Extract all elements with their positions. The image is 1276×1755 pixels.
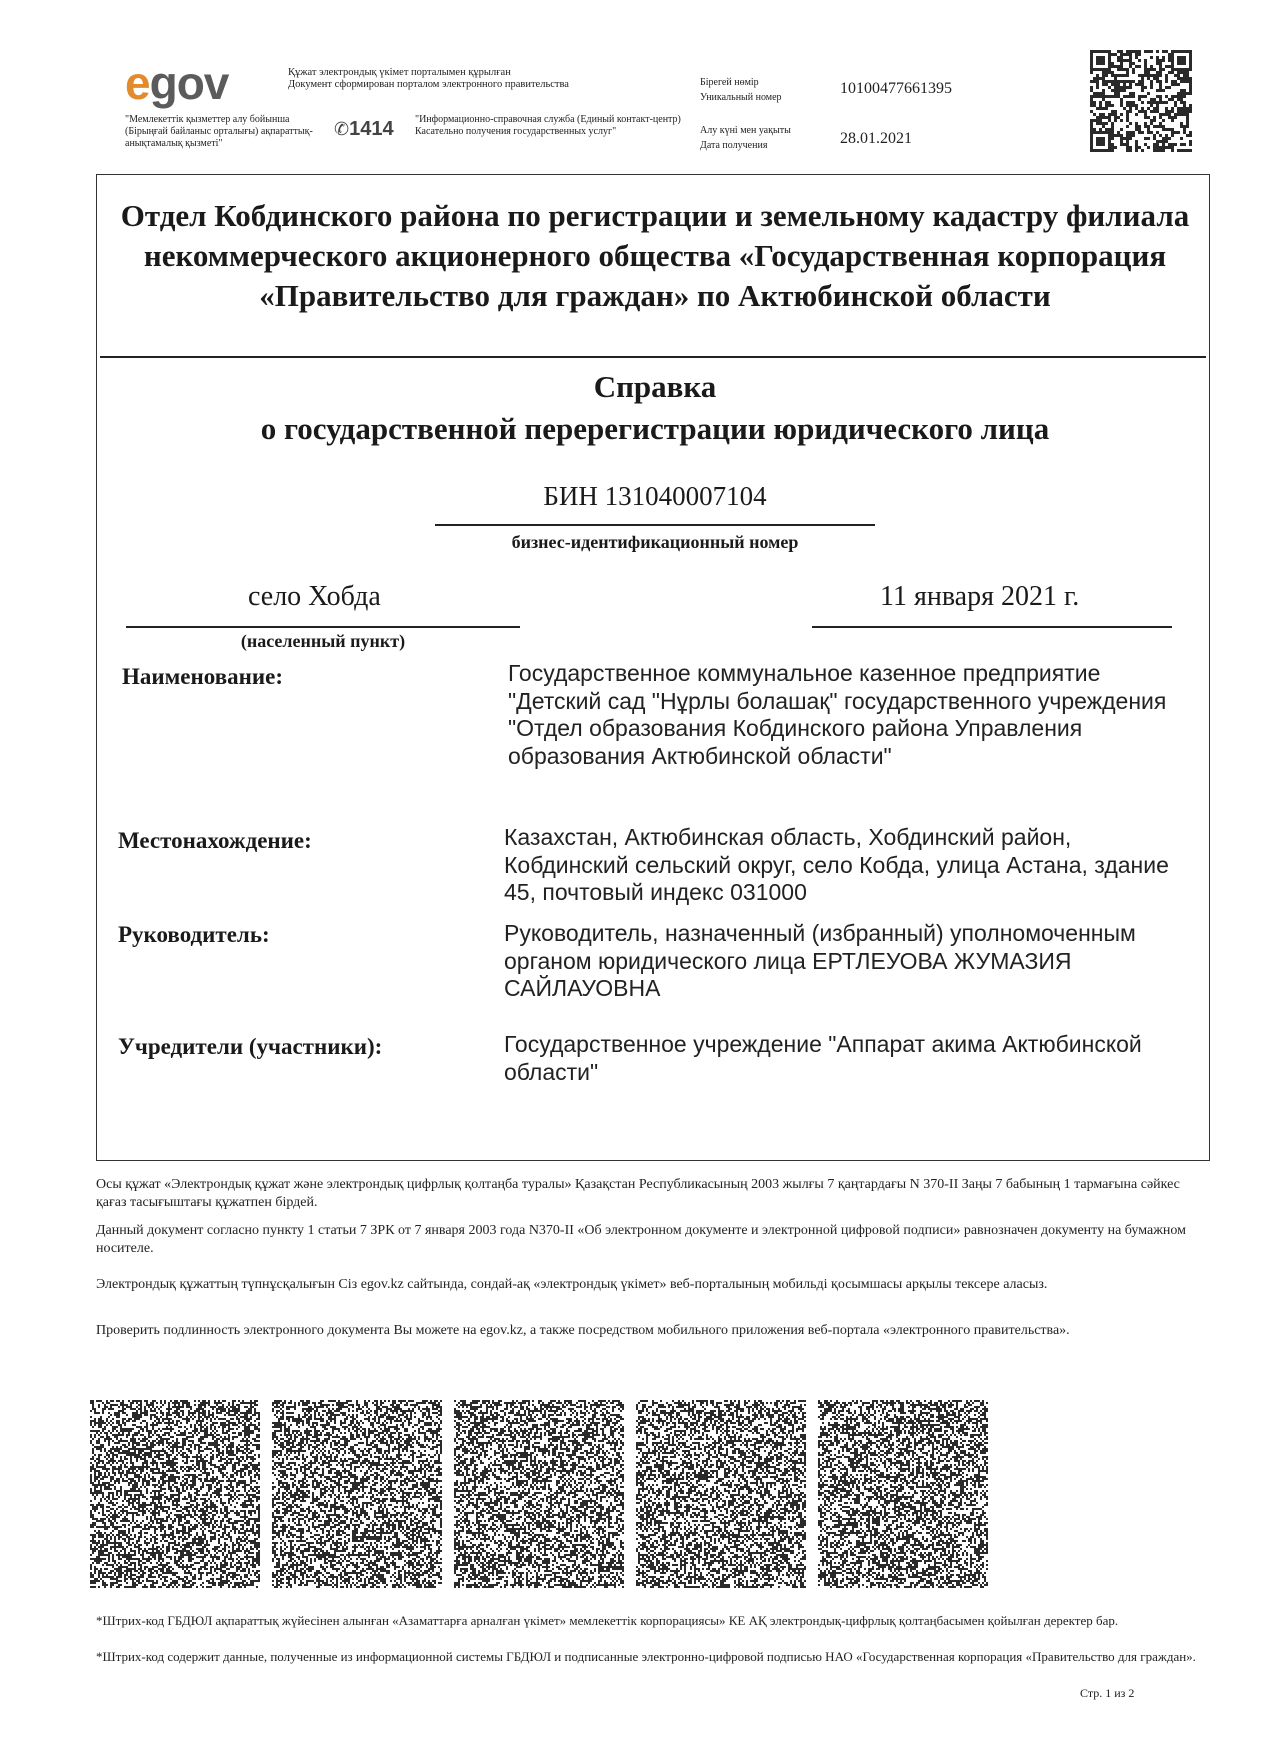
date-received-label — [700, 123, 791, 153]
bin-line — [440, 481, 870, 512]
field-value-founders: Государственное учреждение "Аппарат акима Актюбинской области" — [504, 1031, 1194, 1086]
date-label-ru: Дата получения — [700, 138, 791, 153]
portal-note-kz: Құжат электрондық үкімет порталымен құрылған — [288, 67, 688, 79]
2d-barcode-icon — [90, 1400, 260, 1588]
unique-number-value: 10100477661395 — [840, 80, 952, 98]
field-label-director: Руководитель: — [118, 922, 270, 948]
logo-e: e — [125, 57, 150, 109]
bin-caption: бизнес-идентификационный номер — [435, 532, 875, 553]
qr-code-icon — [1090, 50, 1192, 152]
document-subtitle: о государственной перерегистрации юридического лица — [120, 408, 1190, 450]
2d-barcode-icon — [454, 1400, 624, 1588]
issue-date: 11 января 2021 г. — [880, 581, 1079, 613]
date-received-value: 28.01.2021 — [840, 130, 912, 148]
barcode-note-ru: *Штрих-код содержит данные, полученные из информационной системы ГБДЮЛ и подписанные электронно-цифровой подписью НАО «Государственная корпорация «Правительство для граждан». — [96, 1648, 1206, 1665]
document-title: Справка — [120, 366, 1190, 408]
service-note-kz: "Мемлекеттік қызметтер алу бойынша (Бірыңғай байланыс орталығы) ақпараттық-анықтамалық қызметі" — [125, 114, 330, 150]
field-value-location: Казахстан, Актюбинская область, Хобдинский район, Кобдинский сельский округ, село Кобда, улица Астана, здание 45, почтовый индекс 031000 — [504, 824, 1194, 907]
date-label-kz: Алу күні мен уақыты — [700, 123, 791, 138]
field-value-director: Руководитель, назначенный (избранный) уполномоченным органом юридического лица ЕРТЛЕУОВА ЖУМАЗИЯ САЙЛАУОВНА — [504, 920, 1194, 1003]
verify-note-ru: Проверить подлинность электронного документа Вы можете на egov.kz, а также посредством мобильного приложения веб-портала «электронного правительства». — [96, 1322, 1206, 1340]
date-underline — [812, 626, 1172, 628]
document-title-block — [120, 366, 1190, 450]
title-divider — [100, 356, 1206, 358]
bin-underline — [435, 524, 875, 526]
legal-note-kz: Осы құжат «Электрондық құжат және электрондық цифрлық қолтаңба туралы» Қазақстан Республикасының 2003 жылғы 7 қаңтардағы N 370-II Заңы 7 бабының 1 тармағына сәйкес қағаз тасығыштағы құжатпен бірдей. — [96, 1176, 1206, 1212]
unique-label-ru: Уникальный номер — [700, 90, 782, 105]
egov-logo — [125, 57, 260, 109]
field-label-founders: Учредители (участники): — [118, 1034, 382, 1060]
settlement: село Хобда — [248, 581, 381, 613]
2d-barcode-icon — [272, 1400, 442, 1588]
2d-barcode-icon — [818, 1400, 988, 1588]
phone-number: 1414 — [349, 118, 394, 140]
field-label-location: Местонахождение: — [118, 828, 312, 854]
unique-number-label — [700, 75, 782, 105]
service-note-ru: "Информационно-справочная служба (Единый контакт-центр) Касательно получения государственных услуг" — [415, 114, 685, 138]
settlement-caption: (населенный пункт) — [126, 631, 520, 652]
settlement-underline — [126, 626, 520, 628]
logo-gov: gov — [150, 57, 229, 109]
organization-title: Отдел Кобдинского района по регистрации и земельному кадастру филиала некоммерческого акционерного общества «Государственная корпорация «Правительство для граждан» по Актюбинской области — [120, 196, 1190, 316]
phone-block — [334, 118, 394, 141]
portal-note — [288, 67, 688, 91]
legal-note-ru: Данный документ согласно пункту 1 статьи 7 ЗРК от 7 января 2003 года N370-II «Об электронном документе и электронной цифровой подписи» равнозначен документу на бумажном носителе. — [96, 1222, 1206, 1258]
verify-note-kz: Электрондық құжаттың түпнұсқалығын Сіз egov.kz сайтында, сондай-ақ «электрондық үкімет» веб-порталының мобильді қосымшасы арқылы тексере аласыз. — [96, 1276, 1206, 1294]
phone-icon: ✆ — [334, 119, 349, 139]
unique-label-kz: Бірегей нөмір — [700, 75, 782, 90]
bin-label: БИН — [543, 481, 598, 511]
field-value-name: Государственное коммунальное казенное предприятие "Детский сад "Нұрлы болашақ" государственного учреждения "Отдел образования Кобдинского района Управления образования Актюбинской области" — [508, 660, 1198, 770]
field-label-name: Наименование: — [122, 664, 283, 690]
2d-barcode-icon — [636, 1400, 806, 1588]
barcode-note-kz: *Штрих-код ГБДЮЛ ақпараттық жүйесінен алынған «Азаматтарға арналған үкімет» мемлекеттік корпорациясы» КЕ АҚ электрондық-цифрлық қолтаңбасымен қойылған деректер бар. — [96, 1612, 1206, 1629]
bin-value: 131040007104 — [605, 481, 767, 511]
portal-note-ru: Документ сформирован порталом электронного правительства — [288, 79, 688, 91]
page-number: Стр. 1 из 2 — [1080, 1686, 1134, 1701]
